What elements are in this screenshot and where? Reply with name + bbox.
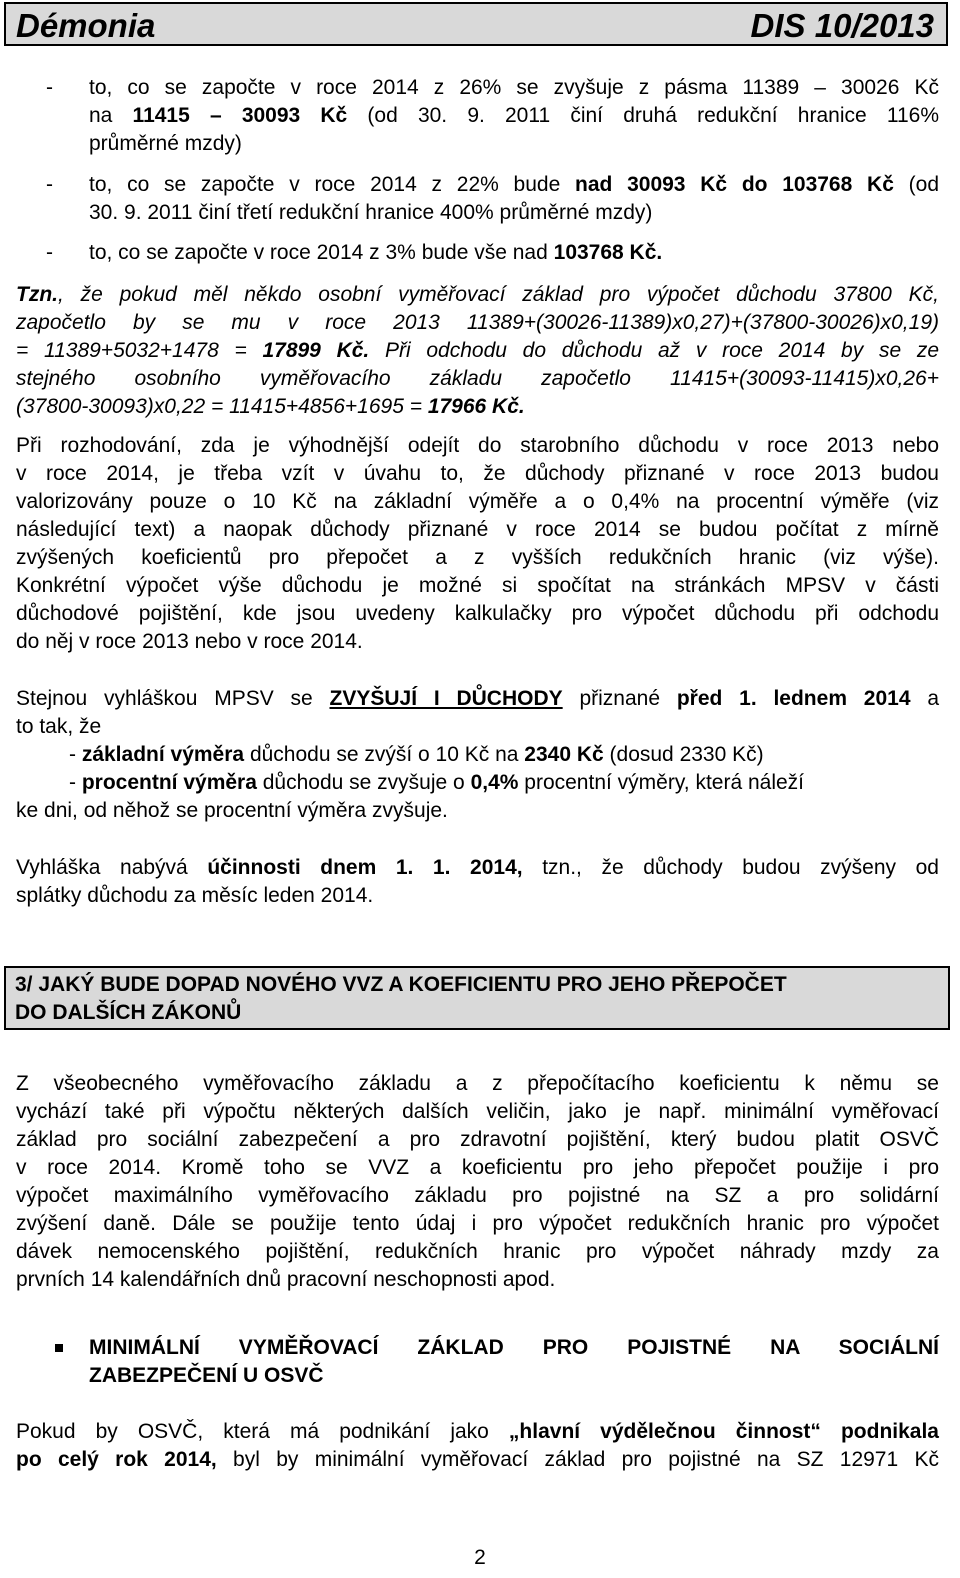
para2-line1: Stejnou vyhláškou MPSV se ZVYŠUJÍ I DŮCHODY přiznané před 1. lednem 2014 a xyxy=(16,687,940,710)
tzn-line2: započetlo by se mu v roce 2013 11389+(30026-11389)x0,27)+(37800-30026)x0,19) xyxy=(16,311,939,334)
subheading-line1: MINIMÁLNÍ VYMĚŘOVACÍ ZÁKLAD PRO POJISTNÉ NA SOCIÁLNÍ xyxy=(89,1336,939,1359)
para4-line: základ pro sociální zabezpečení a pro zdravotní pojištění, který budou platit OSVČ xyxy=(16,1128,939,1151)
dash: - xyxy=(46,241,53,264)
para2-line3: - základní výměra důchodu se zvýší o 10 Kč na 2340 Kč (dosud 2330 Kč) xyxy=(69,743,764,766)
para1-line: důchodové pojištění, kde jsou uvedeny kalkulačky pro výpočet důchodu při odchodu xyxy=(16,602,939,625)
header-left-title: Démonia xyxy=(16,7,156,44)
para2-line5: ke dni, od něhož se procentní výměra zvyšuje. xyxy=(16,799,448,822)
bullet2-line2: 30. 9. 2011 činí třetí redukční hranice 400% průměrné mzdy) xyxy=(89,201,653,224)
header-right-title: DIS 10/2013 xyxy=(750,7,934,44)
para4-line: dávek nemocenského pojištění, redukčních hranic pro výpočet náhrady mzdy za xyxy=(16,1240,939,1263)
section-heading-line1: 3/ JAKÝ BUDE DOPAD NOVÉHO VVZ A KOEFICIENTU PRO JEHO PŘEPOČET xyxy=(15,973,787,996)
section-heading-line2: DO DALŠÍCH ZÁKONŮ xyxy=(15,1001,242,1024)
square-bullet-icon xyxy=(55,1344,63,1352)
para4-line: zvýšení daně. Dále se použije tento údaj i pro výpočet redukčních hranic pro výpočet xyxy=(16,1212,939,1235)
para4-line: výpočet maximálního vyměřovacího základu pro pojistné na SZ a pro solidární xyxy=(16,1184,939,1207)
para1-line: valorizovány pouze o 10 Kč na základní výměře a o 0,4% na procentní výměře (viz xyxy=(16,490,939,513)
tzn-line1: Tzn., že pokud měl někdo osobní vyměřovací základ pro výpočet důchodu 37800 Kč, xyxy=(16,283,939,306)
para1-line: Konkrétní výpočet výše důchodu je možné si spočítat na stránkách MPSV v části xyxy=(16,574,939,597)
bullet2-line1: to, co se započte v roce 2014 z 22% bude nad 30093 Kč do 103768 Kč (od xyxy=(89,173,939,196)
bullet1-line2: na 11415 – 30093 Kč (od 30. 9. 2011 činí druhá redukční hranice 116% xyxy=(89,104,939,127)
bullet1-line1: to, co se započte v roce 2014 z 26% se zvyšuje z pásma 11389 – 30026 Kč xyxy=(89,76,939,99)
bullet1-line3: průměrné mzdy) xyxy=(89,132,242,155)
para2-line4: - procentní výměra důchodu se zvyšuje o 0,4% procentní výměry, která náleží xyxy=(69,771,805,794)
subheading-line2: ZABEZPEČENÍ U OSVČ xyxy=(89,1364,324,1387)
para1-line: následující text) a naopak důchody přiznané v roce 2014 se budou počítat z mírně xyxy=(16,518,939,541)
para3-line1: Vyhláška nabývá účinnosti dnem 1. 1. 2014, tzn., že důchody budou zvýšeny od xyxy=(16,856,939,879)
tzn-line3: = 11389+5032+1478 = 17899 Kč. Při odchodu do důchodu až v roce 2014 by se ze xyxy=(16,339,940,362)
para4-line: vychází také při výpočtu některých dalších veličin, jako je např. minimální vyměřovací xyxy=(16,1100,939,1123)
dash: - xyxy=(46,76,53,99)
para1-line: do něj v roce 2013 nebo v roce 2014. xyxy=(16,630,363,653)
bullet3-line1: to, co se započte v roce 2014 z 3% bude vše nad 103768 Kč. xyxy=(89,241,663,264)
tzn-line4: stejného osobního vyměřovacího základu započetlo 11415+(30093-11415)x0,26+ xyxy=(16,367,939,390)
para5-line1: Pokud by OSVČ, která má podnikání jako „hlavní výdělečnou činnost“ podnikala xyxy=(16,1420,939,1443)
section-heading xyxy=(4,966,950,1030)
dash: - xyxy=(46,173,53,196)
para1-line: v roce 2014, je třeba vzít v úvahu to, že důchody přiznané v roce 2013 budou xyxy=(16,462,939,485)
para4-line: v roce 2014. Kromě toho se VVZ a koeficientu pro jeho přepočet použije i pro xyxy=(16,1156,939,1179)
page-header xyxy=(4,2,948,46)
page-number: 2 xyxy=(474,1546,486,1569)
para5-line2: po celý rok 2014, byl by minimální vyměřovací základ pro pojistné na SZ 12971 Kč xyxy=(16,1448,939,1471)
para1-line: zvýšených koeficientů pro přepočet a z vyšších redukčních hranic (viz výše). xyxy=(16,546,939,569)
para4-line: prvních 14 kalendářních dnů pracovní neschopnosti apod. xyxy=(16,1268,556,1291)
para4-line: Z všeobecného vyměřovacího základu a z přepočítacího koeficientu k němu se xyxy=(16,1072,939,1095)
para3-line2: splátky důchodu za měsíc leden 2014. xyxy=(16,884,374,907)
tzn-line5: (37800-30093)x0,22 = 11415+4856+1695 = 17966 Kč. xyxy=(16,395,525,418)
para2-line2: to tak, že xyxy=(16,715,102,738)
para1-line: Při rozhodování, zda je výhodnější odejít do starobního důchodu v roce 2013 nebo xyxy=(16,434,939,457)
